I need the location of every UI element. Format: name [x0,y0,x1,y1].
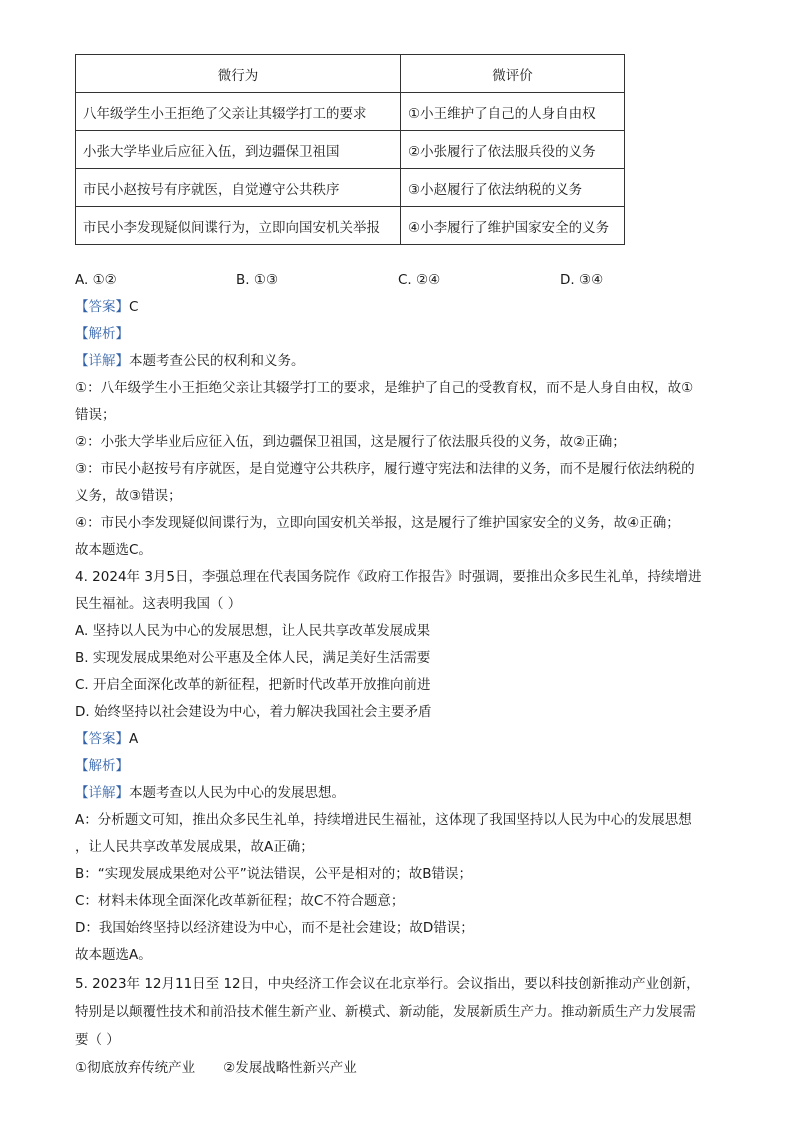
table-cell-behavior: 小张大学毕业后应征入伍，到边疆保卫祖国 [76,131,401,169]
q4-option-d: D. 始终坚持以社会建设为中心，着力解决我国社会主要矛盾 [75,704,432,720]
q3-detail-line: ④：市民小李发现疑似间谍行为，立即向国安机关举报，这是履行了维护国家安全的义务，故④正确； [75,515,680,531]
q3-answer [75,297,138,317]
q3-option-d: D. ③④ [560,272,604,288]
q3-option-c: C. ②④ [398,272,441,288]
detail-tag: 【详解】 [75,353,129,369]
q3-option-a: A. ①② [75,272,117,288]
answer-value: C [129,299,139,315]
q4-detail-line: D：我国始终坚持以经济建设为中心，而不是社会建设；故D错误； [75,920,474,936]
table-row [76,169,625,207]
q3-detail-line: ②：小张大学毕业后应征入伍，到边疆保卫祖国，这是履行了依法服兵役的义务，故②正确； [75,434,626,450]
q3-option-b: B. ①③ [236,272,279,288]
q5-items [75,1058,357,1078]
q4-detail [75,783,345,803]
table-cell-behavior: 八年级学生小王拒绝了父亲让其辍学打工的要求 [76,93,401,131]
q4-option-c: C. 开启全面深化改革的新征程，把新时代改革开放推向前进 [75,677,431,693]
table-cell-behavior: 市民小李发现疑似间谍行为，立即向国安机关举报 [76,207,401,245]
table-header-cell: 微评价 [401,55,625,93]
table-cell-evaluation: ②小张履行了依法服兵役的义务 [401,131,625,169]
q4-answer [75,729,138,749]
q5-stem-line: 5. 2023年 12月11日至 12日，中央经济工作会议在北京举行。会议指出，要以科技创新推动产业创新， [75,976,700,992]
answer-value: A [129,731,139,747]
q4-option-b: B. 实现发展成果绝对公平惠及全体人民，满足美好生活需要 [75,650,431,666]
table-cell-evaluation: ④小李履行了维护国家安全的义务 [401,207,625,245]
detail-tag: 【详解】 [75,785,129,801]
q3-options [75,270,715,290]
q5-item-2: ②发展战略性新兴产业 [223,1060,357,1076]
table-header-row [76,55,625,93]
q4-detail-line: 故本题选A。 [75,947,152,963]
q4-detail-line: B：“实现发展成果绝对公平”说法错误，公平是相对的；故B错误； [75,866,473,882]
q5-stem-line: 要（ ） [75,1032,120,1048]
table-row [76,131,625,169]
q4-analysis-tag [75,756,129,776]
q3-detail-line: 故本题选C。 [75,542,152,558]
table-header-cell: 微行为 [76,55,401,93]
analysis-tag: 【解析】 [75,758,129,774]
table-cell-evaluation: ①小王维护了自己的人身自由权 [401,93,625,131]
answer-tag: 【答案】 [75,299,129,315]
q5-item-1: ①彻底放弃传统产业 [75,1060,196,1076]
q4-option-a: A. 坚持以人民为中心的发展思想，让人民共享改革发展成果 [75,623,431,639]
q3-detail-line: 义务，故③错误； [75,488,182,504]
q3-detail [75,351,305,371]
q4-stem-line: 4. 2024年 3月5日，李强总理在代表国务院作《政府工作报告》时强调，要推出众多民生礼单，持续增进 [75,569,702,585]
answer-tag: 【答案】 [75,731,129,747]
detail-text: 本题考查公民的权利和义务。 [129,353,305,369]
table-cell-behavior: 市民小赵按号有序就医，自觉遵守公共秩序 [76,169,401,207]
q4-stem-line: 民生福祉。这表明我国（ ） [75,596,242,612]
detail-text: 本题考查以人民为中心的发展思想。 [129,785,345,801]
q4-detail-line: ，让人民共享改革发展成果，故A正确； [75,839,314,855]
table-row [76,93,625,131]
q4-detail-line: A：分析题文可知，推出众多民生礼单，持续增进民生福祉，这体现了我国坚持以人民为中心的发展思想 [75,812,692,828]
table-row [76,207,625,245]
behavior-evaluation-table [75,54,625,245]
q3-detail-line: 错误； [75,407,116,423]
analysis-tag: 【解析】 [75,326,129,342]
q3-detail-line: ③：市民小赵按号有序就医，是自觉遵守公共秩序，履行遵守宪法和法律的义务，而不是履行依法纳税的 [75,461,695,477]
q5-stem-line: 特别是以颠覆性技术和前沿技术催生新产业、新模式、新动能，发展新质生产力。推动新质生产力发展需 [75,1004,696,1020]
q3-detail-line: ①：八年级学生小王拒绝父亲让其辍学打工的要求，是维护了自己的受教育权，而不是人身自由权，故① [75,380,694,396]
table-cell-evaluation: ③小赵履行了依法纳税的义务 [401,169,625,207]
q4-detail-line: C：材料未体现全面深化改革新征程；故C不符合题意； [75,893,405,909]
q3-analysis-tag [75,324,129,344]
